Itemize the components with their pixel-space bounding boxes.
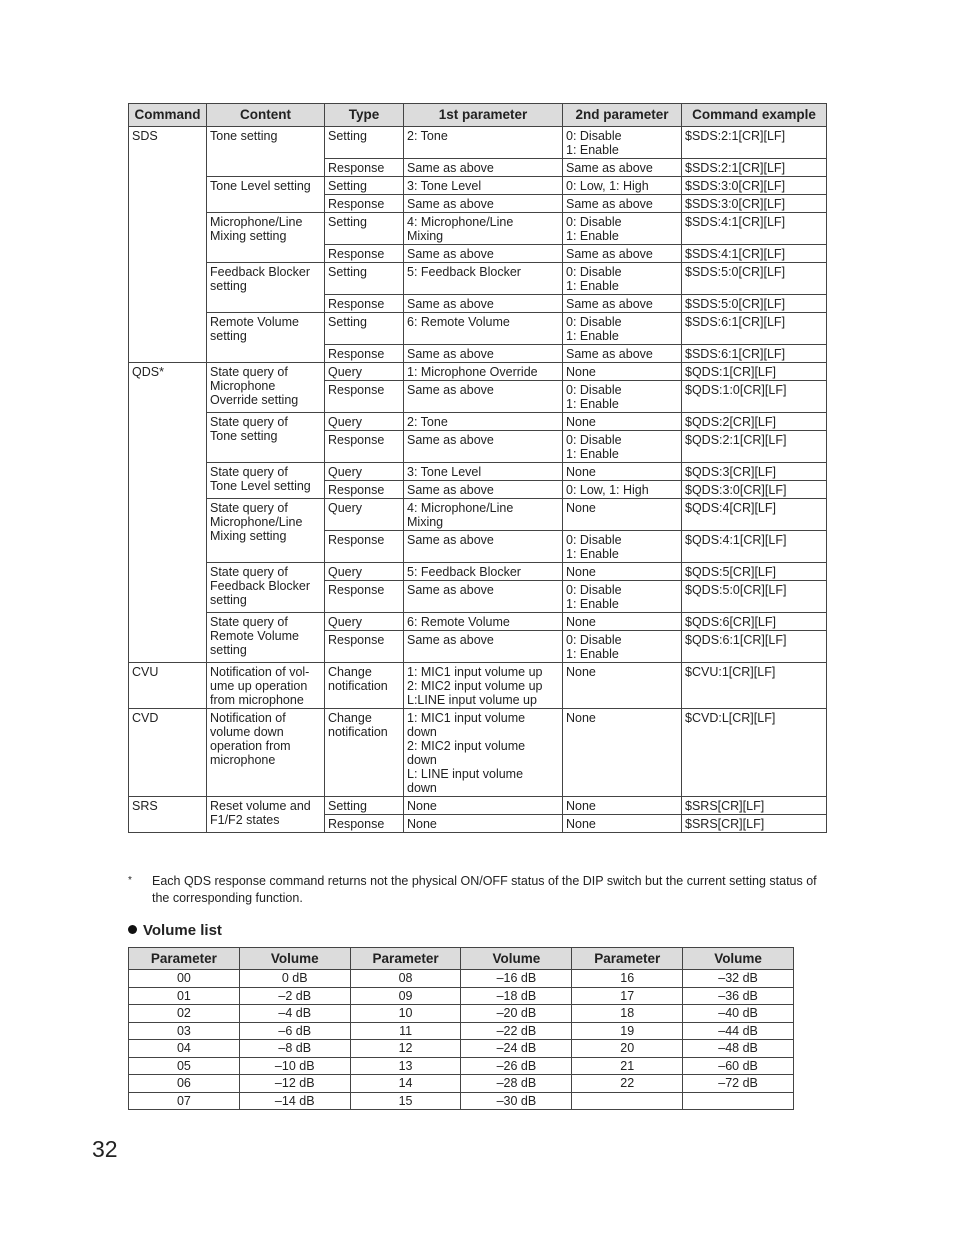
type-cell: Setting [325,213,404,245]
type-cell: Setting [325,797,404,815]
first-parameter-cell: 1: MIC1 input volume down 2: MIC2 input volume down L: LINE input volume down [404,709,563,797]
type-cell: Query [325,499,404,531]
command-example-cell: $CVU:1[CR][LF] [682,663,827,709]
parameter-cell: 01 [129,987,240,1005]
first-parameter-cell: 3: Tone Level [404,177,563,195]
parameter-cell: 12 [350,1040,461,1058]
parameter-cell: 08 [350,970,461,988]
bullet-icon [128,925,137,934]
content-cell: Notification of vol- ume up operation from microphone [207,663,325,709]
parameter-cell: 00 [129,970,240,988]
second-parameter-cell: 0: Disable 1: Enable [563,127,682,159]
parameter-cell: 06 [129,1075,240,1093]
first-parameter-cell: Same as above [404,381,563,413]
header-parameter: Parameter [129,948,240,970]
second-parameter-cell: None [563,563,682,581]
volume-cell: –20 dB [461,1005,572,1023]
table-row [129,797,827,815]
command-example-cell: $QDS:5:0[CR][LF] [682,581,827,613]
content-cell: Feedback Blocker setting [207,263,325,313]
content-cell: Tone Level setting [207,177,325,213]
second-parameter-cell: Same as above [563,345,682,363]
volume-cell: –8 dB [239,1040,350,1058]
second-parameter-cell: 0: Disable 1: Enable [563,431,682,463]
table-row [129,663,827,709]
footnote [128,873,828,907]
parameter-cell: 19 [572,1022,683,1040]
parameter-cell [572,1092,683,1110]
type-cell: Setting [325,177,404,195]
content-cell: Microphone/Line Mixing setting [207,213,325,263]
command-example-cell: $SDS:2:1[CR][LF] [682,127,827,159]
volume-cell: 0 dB [239,970,350,988]
content-cell: Reset volume and F1/F2 states [207,797,325,833]
second-parameter-cell: 0: Low, 1: High [563,481,682,499]
parameter-cell: 22 [572,1075,683,1093]
table-row [129,987,794,1005]
first-parameter-cell: Same as above [404,631,563,663]
first-parameter-cell: 3: Tone Level [404,463,563,481]
table-row [129,1092,794,1110]
volume-cell: –22 dB [461,1022,572,1040]
second-parameter-cell: None [563,815,682,833]
type-cell: Change notification [325,709,404,797]
type-cell: Setting [325,127,404,159]
table-row [129,499,827,531]
header-parameter: Parameter [350,948,461,970]
volume-cell: –12 dB [239,1075,350,1093]
header-2nd-parameter: 2nd parameter [563,104,682,127]
command-example-cell: $SDS:5:0[CR][LF] [682,263,827,295]
volume-cell: –72 dB [683,1075,794,1093]
table-row [129,1040,794,1058]
second-parameter-cell: 0: Disable 1: Enable [563,213,682,245]
command-example-cell: $QDS:6:1[CR][LF] [682,631,827,663]
command-example-cell: $CVD:L[CR][LF] [682,709,827,797]
first-parameter-cell: 5: Feedback Blocker [404,263,563,295]
content-cell: Notification of volume down operation from microphone [207,709,325,797]
table-row [129,1005,794,1023]
type-cell: Query [325,463,404,481]
type-cell: Response [325,431,404,463]
parameter-cell: 14 [350,1075,461,1093]
parameter-cell: 02 [129,1005,240,1023]
type-cell: Response [325,295,404,313]
first-parameter-cell: 6: Remote Volume [404,313,563,345]
content-cell: State query of Tone Level setting [207,463,325,499]
volume-cell: –40 dB [683,1005,794,1023]
type-cell: Response [325,531,404,563]
command-example-cell: $QDS:3[CR][LF] [682,463,827,481]
volume-cell: –30 dB [461,1092,572,1110]
second-parameter-cell: 0: Disable 1: Enable [563,381,682,413]
second-parameter-cell: None [563,463,682,481]
first-parameter-cell: 1: MIC1 input volume up 2: MIC2 input volume up L:LINE input volume up [404,663,563,709]
content-cell: State query of Microphone Override setting [207,363,325,413]
parameter-cell: 16 [572,970,683,988]
first-parameter-cell: 5: Feedback Blocker [404,563,563,581]
first-parameter-cell: 4: Microphone/Line Mixing [404,213,563,245]
type-cell: Response [325,815,404,833]
parameter-cell: 05 [129,1057,240,1075]
first-parameter-cell: Same as above [404,159,563,177]
header-volume: Volume [461,948,572,970]
command-cell: SDS [129,127,207,363]
command-example-cell: $QDS:2[CR][LF] [682,413,827,431]
parameter-cell: 15 [350,1092,461,1110]
command-table [128,103,827,833]
second-parameter-cell: None [563,663,682,709]
parameter-cell: 17 [572,987,683,1005]
header-command-example: Command example [682,104,827,127]
table-row [129,709,827,797]
second-parameter-cell: 0: Low, 1: High [563,177,682,195]
table-row [129,413,827,431]
first-parameter-cell: Same as above [404,531,563,563]
second-parameter-cell: 0: Disable 1: Enable [563,631,682,663]
type-cell: Response [325,245,404,263]
command-example-cell: $SRS[CR][LF] [682,815,827,833]
content-cell: Remote Volume setting [207,313,325,363]
header-content: Content [207,104,325,127]
first-parameter-cell: 2: Tone [404,127,563,159]
second-parameter-cell: Same as above [563,195,682,213]
parameter-cell: 21 [572,1057,683,1075]
table-row [129,127,827,159]
volume-cell: –16 dB [461,970,572,988]
second-parameter-cell: None [563,499,682,531]
type-cell: Response [325,345,404,363]
volume-cell: –2 dB [239,987,350,1005]
command-example-cell: $QDS:3:0[CR][LF] [682,481,827,499]
type-cell: Response [325,631,404,663]
type-cell: Setting [325,313,404,345]
command-example-cell: $SDS:4:1[CR][LF] [682,245,827,263]
second-parameter-cell: 0: Disable 1: Enable [563,581,682,613]
header-type: Type [325,104,404,127]
first-parameter-cell: 2: Tone [404,413,563,431]
volume-cell: –6 dB [239,1022,350,1040]
command-example-cell: $SDS:3:0[CR][LF] [682,195,827,213]
command-example-cell: $SDS:5:0[CR][LF] [682,295,827,313]
command-example-cell: $QDS:1:0[CR][LF] [682,381,827,413]
second-parameter-cell: None [563,709,682,797]
parameter-cell: 04 [129,1040,240,1058]
second-parameter-cell: 0: Disable 1: Enable [563,531,682,563]
content-cell: State query of Microphone/Line Mixing setting [207,499,325,563]
command-example-cell: $SRS[CR][LF] [682,797,827,815]
parameter-cell: 09 [350,987,461,1005]
volume-table [128,947,794,1110]
type-cell: Query [325,563,404,581]
type-cell: Response [325,381,404,413]
volume-cell: –10 dB [239,1057,350,1075]
command-example-cell: $SDS:4:1[CR][LF] [682,213,827,245]
table-row [129,177,827,195]
command-example-cell: $SDS:3:0[CR][LF] [682,177,827,195]
type-cell: Response [325,159,404,177]
header-volume: Volume [683,948,794,970]
second-parameter-cell: None [563,413,682,431]
table-row [129,970,794,988]
command-example-cell: $SDS:6:1[CR][LF] [682,345,827,363]
type-cell: Setting [325,263,404,295]
type-cell: Query [325,363,404,381]
table-row [129,263,827,295]
volume-cell: –36 dB [683,987,794,1005]
command-cell: CVD [129,709,207,797]
table-row [129,213,827,245]
volume-cell: –44 dB [683,1022,794,1040]
table-row [129,613,827,631]
table-row [129,1022,794,1040]
volume-list-title: Volume list [143,922,222,939]
command-example-cell: $QDS:1[CR][LF] [682,363,827,381]
header-volume: Volume [239,948,350,970]
second-parameter-cell: 0: Disable 1: Enable [563,313,682,345]
volume-cell: –24 dB [461,1040,572,1058]
type-cell: Query [325,413,404,431]
parameter-cell: 20 [572,1040,683,1058]
volume-cell: –32 dB [683,970,794,988]
table-row [129,363,827,381]
first-parameter-cell: Same as above [404,581,563,613]
command-cell: SRS [129,797,207,833]
command-cell: QDS* [129,363,207,663]
first-parameter-cell: 4: Microphone/Line Mixing [404,499,563,531]
first-parameter-cell: Same as above [404,431,563,463]
first-parameter-cell: Same as above [404,245,563,263]
command-example-cell: $QDS:4[CR][LF] [682,499,827,531]
volume-table-body [129,970,794,1110]
first-parameter-cell: Same as above [404,481,563,499]
first-parameter-cell: Same as above [404,345,563,363]
command-example-cell: $SDS:6:1[CR][LF] [682,313,827,345]
footnote-text: Each QDS response command returns not the physical ON/OFF status of the DIP switch but the current setting status of the corresponding function. [152,874,817,905]
volume-table-header-row [129,948,794,970]
volume-cell [683,1092,794,1110]
second-parameter-cell: 0: Disable 1: Enable [563,263,682,295]
first-parameter-cell: 6: Remote Volume [404,613,563,631]
command-example-cell: $SDS:2:1[CR][LF] [682,159,827,177]
type-cell: Query [325,613,404,631]
content-cell: State query of Remote Volume setting [207,613,325,663]
command-table-header-row [129,104,827,127]
parameter-cell: 11 [350,1022,461,1040]
content-cell: State query of Feedback Blocker setting [207,563,325,613]
table-row [129,313,827,345]
parameter-cell: 07 [129,1092,240,1110]
header-1st-parameter: 1st parameter [404,104,563,127]
content-cell: Tone setting [207,127,325,177]
volume-list-heading [128,922,222,939]
volume-cell: –14 dB [239,1092,350,1110]
volume-cell: –4 dB [239,1005,350,1023]
header-command: Command [129,104,207,127]
first-parameter-cell: None [404,815,563,833]
table-row [129,463,827,481]
second-parameter-cell: None [563,797,682,815]
page-number: 32 [92,1136,118,1162]
command-table-body [129,127,827,833]
parameter-cell: 03 [129,1022,240,1040]
table-row [129,1057,794,1075]
second-parameter-cell: None [563,363,682,381]
second-parameter-cell: None [563,613,682,631]
second-parameter-cell: Same as above [563,245,682,263]
first-parameter-cell: 1: Microphone Override [404,363,563,381]
table-row [129,1075,794,1093]
volume-cell: –18 dB [461,987,572,1005]
table-row [129,563,827,581]
first-parameter-cell: Same as above [404,195,563,213]
parameter-cell: 18 [572,1005,683,1023]
content-cell: State query of Tone setting [207,413,325,463]
first-parameter-cell: Same as above [404,295,563,313]
parameter-cell: 10 [350,1005,461,1023]
command-example-cell: $QDS:4:1[CR][LF] [682,531,827,563]
type-cell: Response [325,581,404,613]
header-parameter: Parameter [572,948,683,970]
first-parameter-cell: None [404,797,563,815]
second-parameter-cell: Same as above [563,295,682,313]
command-example-cell: $QDS:5[CR][LF] [682,563,827,581]
command-example-cell: $QDS:2:1[CR][LF] [682,431,827,463]
command-cell: CVU [129,663,207,709]
second-parameter-cell: Same as above [563,159,682,177]
footnote-mark: * [128,875,132,886]
type-cell: Response [325,481,404,499]
type-cell: Change notification [325,663,404,709]
parameter-cell: 13 [350,1057,461,1075]
volume-cell: –28 dB [461,1075,572,1093]
volume-cell: –26 dB [461,1057,572,1075]
volume-cell: –60 dB [683,1057,794,1075]
volume-cell: –48 dB [683,1040,794,1058]
type-cell: Response [325,195,404,213]
command-example-cell: $QDS:6[CR][LF] [682,613,827,631]
